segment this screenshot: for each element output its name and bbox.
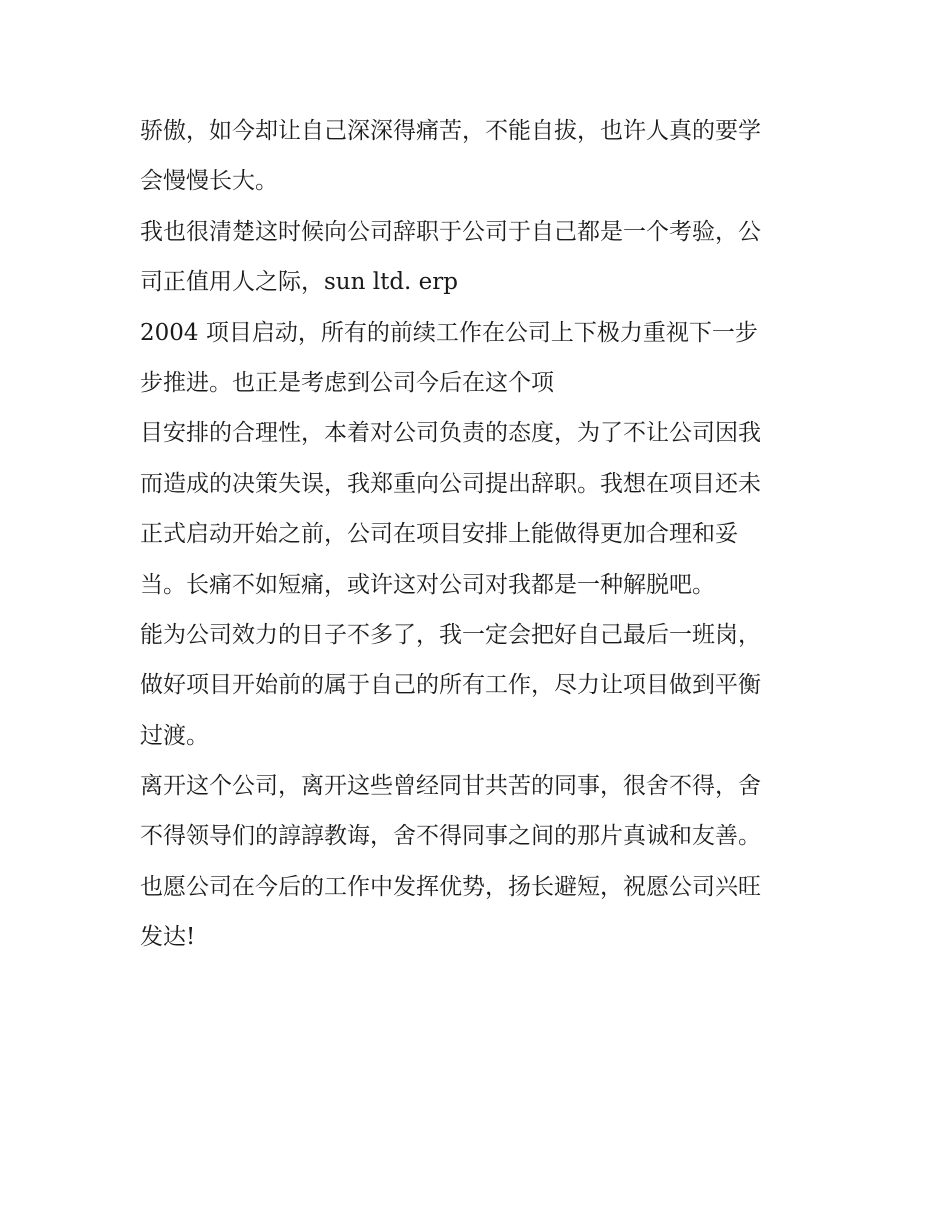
text-line-9: 正式启动开始之前，公司在项目安排上能做得更加合理和妥	[140, 521, 738, 548]
text-line-2: 会慢慢长大。	[140, 168, 278, 195]
text-line-4: 司正值用人之际，sun ltd. erp	[140, 269, 459, 296]
text-line-10: 当。长痛不如短痛，或许这对公司对我都是一种解脱吧。	[140, 571, 715, 598]
text-line-7: 目安排的合理性，本着对公司负责的态度，为了不让公司因我	[140, 420, 761, 447]
text-line-17: 发达!	[140, 924, 196, 951]
text-line-6: 步推进。也正是考虑到公司今后在这个项	[140, 369, 554, 396]
text-line-1: 骄傲，如今却让自己深深得痛苦，不能自拔，也许人真的要学	[140, 118, 761, 144]
text-line-13: 过渡。	[140, 722, 209, 749]
text-line-5: 2004 项目启动，所有的前续工作在公司上下极力重视下一步	[140, 319, 758, 346]
text-line-16: 也愿公司在今后的工作中发挥优势，扬长避短，祝愿公司兴旺	[140, 873, 761, 900]
text-line-12: 做好项目开始前的属于自己的所有工作，尽力让项目做到平衡	[140, 672, 761, 699]
text-line-15: 不得领导们的諄諄教诲，舍不得同事之间的那片真诚和友善。	[140, 823, 761, 850]
text-line-11: 能为公司效力的日子不多了，我一定会把好自己最后一班岗，	[140, 621, 761, 648]
text-line-8: 而造成的决策失误，我郑重向公司提出辞职。我想在项目还未	[140, 470, 761, 497]
body-text	[140, 106, 820, 963]
text-line-3: 我也很清楚这时候向公司辞职于公司于自己都是一个考验，公	[140, 218, 761, 245]
text-line-14: 离开这个公司，离开这些曾经同甘共苦的同事，很舍不得，舍	[140, 773, 761, 800]
